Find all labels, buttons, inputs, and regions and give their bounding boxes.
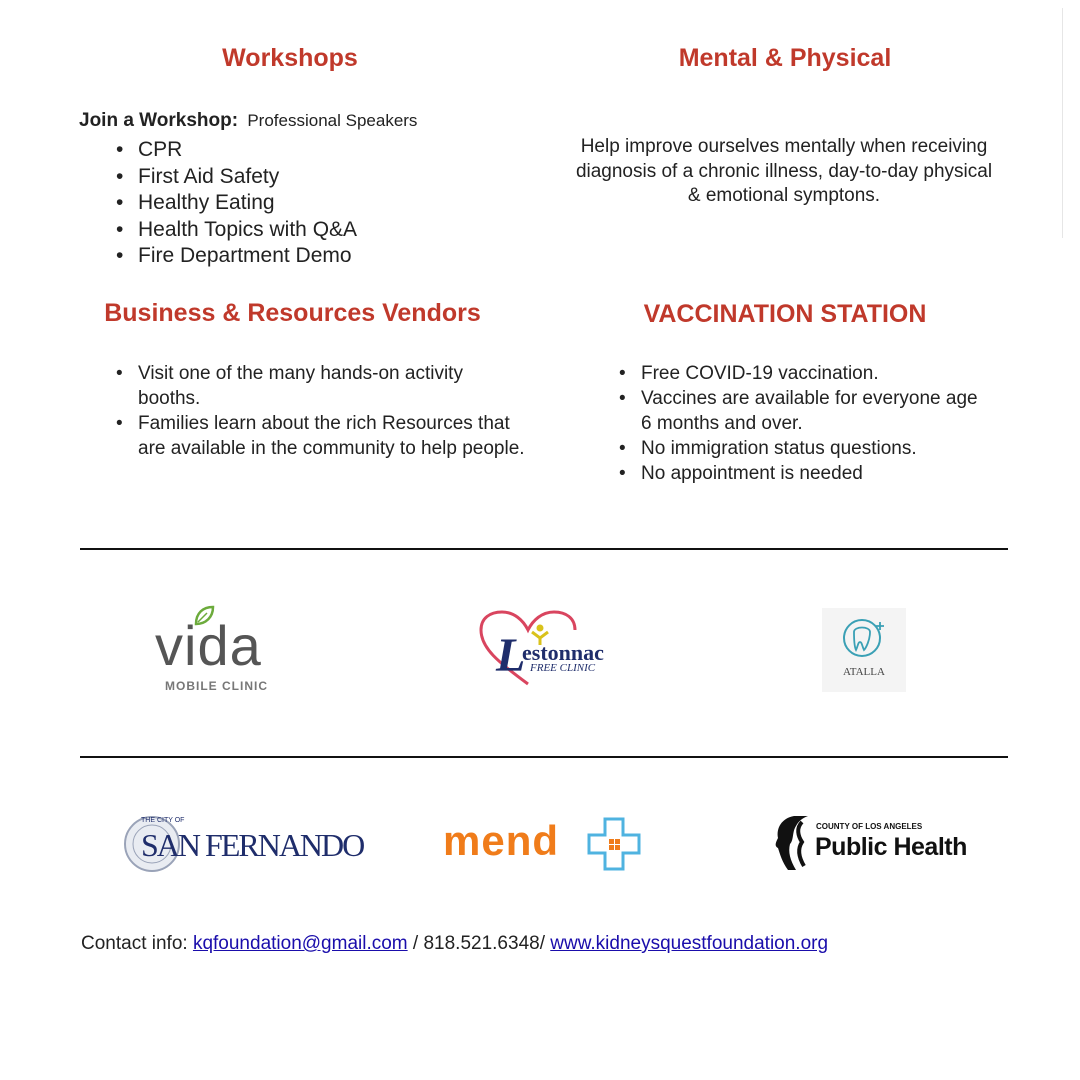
divider-top: [80, 548, 1008, 550]
san-fernando-logo: [123, 813, 364, 875]
list-item: • Health Topics with Q&A: [110, 217, 357, 244]
vida-logo: [155, 605, 305, 695]
workshops-intro-bold: Join a Workshop:: [79, 110, 239, 131]
san-fernando-word: SAN FERNANDO: [141, 827, 364, 863]
lestonnac-letter: L: [496, 629, 526, 682]
vendors-heading: Business & Resources Vendors: [104, 299, 481, 327]
list-item: • Fire Department Demo: [110, 243, 357, 270]
list-item: • Visit one of the many hands-on activity booths.: [110, 361, 530, 411]
vida-sub: MOBILE CLINIC: [165, 679, 268, 693]
atalla-word: ATALLA: [843, 666, 885, 678]
vendors-list: [110, 361, 530, 461]
public-health-word: Public Health: [815, 833, 967, 861]
san-fernando-small: THE CITY OF: [141, 817, 185, 824]
list-item: • Free COVID-19 vaccination.: [613, 361, 993, 386]
profile-silhouette-icon: [772, 814, 814, 872]
workshops-heading: Workshops: [222, 44, 358, 72]
list-item: • Vaccines are available for everyone age 6 months and over.: [613, 386, 993, 436]
workshops-intro: [79, 110, 417, 132]
email-link[interactable]: kqfoundation@gmail.com: [192, 933, 408, 954]
mend-logo: [443, 815, 653, 875]
list-item: • CPR: [110, 137, 357, 164]
contact-phone: / 818.521.6348/: [407, 933, 551, 954]
atalla-logo: [822, 608, 906, 692]
mental-body: Help improve ourselves mentally when receiving diagnosis of a chronic illness, day-to-day physical & emotional symptons.: [575, 136, 993, 206]
public-health-small: COUNTY OF LOS ANGELES: [816, 822, 923, 831]
lestonnac-sub: FREE CLINIC: [530, 662, 596, 674]
mend-word: mend: [443, 817, 560, 864]
website-link[interactable]: www.kidneysquestfoundation.org: [550, 933, 829, 954]
list-item: • No immigration status questions.: [613, 436, 993, 461]
list-item: • No appointment is needed: [613, 461, 993, 486]
workshops-intro-rest: Professional Speakers: [247, 111, 418, 130]
list-item: • Healthy Eating: [110, 190, 357, 217]
workshops-list: [110, 137, 357, 270]
public-health-logo: [772, 812, 967, 874]
vaccination-list: [613, 361, 993, 486]
contact-label: Contact info:: [81, 933, 188, 954]
tooth-icon: [840, 616, 888, 660]
vida-word: vida: [155, 614, 262, 677]
lestonnac-logo: [478, 610, 618, 690]
list-item: • First Aid Safety: [110, 164, 357, 191]
vaccination-heading: VACCINATION STATION: [643, 300, 927, 328]
medical-cross-icon: [585, 815, 643, 873]
mental-heading: Mental & Physical: [678, 44, 892, 72]
page-edge-line: [1062, 8, 1063, 238]
divider-bottom: [80, 756, 1008, 758]
lestonnac-word: estonnac: [522, 640, 604, 665]
list-item: • Families learn about the rich Resources that are available in the community to help people.: [110, 411, 530, 461]
contact-line: [81, 933, 828, 955]
